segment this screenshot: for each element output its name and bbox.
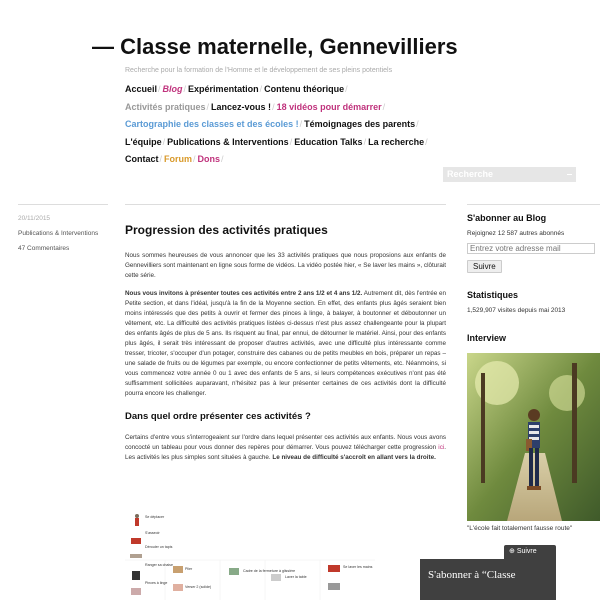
table-label: Dérouler un tapis [145, 545, 173, 549]
p3-bold: Le niveau de difficulté s'accroît en allant vers la droite. [272, 454, 436, 461]
post-date[interactable]: 20/11/2015 [18, 215, 51, 222]
p3-text-a: Certains d'entre vous s'interrogeaient sur l'ordre dans lequel présenter ces activités aux enfants. Nous vous avons concocté un tableau pour vous donner des repères pour démarrer. Vous pouvez télécharger cette progression [125, 434, 446, 451]
nav-separator: / [221, 154, 224, 164]
post-comments-link[interactable]: 47 Commentaires [18, 245, 70, 252]
title-dash: — [92, 34, 114, 59]
nav-separator: / [159, 154, 163, 164]
download-link[interactable]: ici [438, 444, 445, 451]
interview-caption[interactable]: "L'école fait totalement fausse route" [467, 525, 573, 532]
nav-separator: / [382, 101, 386, 112]
post-paragraph-3 [125, 433, 446, 463]
nav-item-publications-interventions[interactable]: Publications & Interventions [167, 136, 289, 147]
table-label: S'asseoir [145, 531, 160, 535]
post-divider [125, 204, 446, 205]
sidebar [467, 204, 600, 532]
table-label: Verser 2 (solide) [185, 585, 212, 589]
nav-separator: / [158, 84, 161, 94]
post-title[interactable]: Progression des activités pratiques [125, 223, 328, 237]
follow-box[interactable] [420, 559, 556, 600]
nav-item-activit-s-pratiques[interactable]: Activités pratiques [125, 101, 206, 112]
nav-separator: / [193, 154, 196, 164]
nav-separator: / [183, 84, 187, 94]
post-category[interactable]: Publications & Interventions [18, 230, 99, 237]
nav-row [125, 116, 465, 134]
post-subheading: Dans quel ordre présenter ces activités ? [125, 411, 311, 422]
follow-widget[interactable] [420, 545, 556, 600]
plus-icon: ⊕ [509, 548, 517, 555]
email-field[interactable] [467, 243, 595, 254]
nav-item-cartographie-des-classes-et-des-coles[interactable]: Cartographie des classes et des écoles ! [125, 119, 299, 129]
post-paragraph-1: Nous sommes heureuses de vous annoncer que les 33 activités pratiques que nous proposions aux enfants de Gennevilliers sont maintenant en ligne sous forme de vidéos. La vidéo postée hier, « Se laver les mains », clôturait cette série. [125, 252, 446, 279]
site-title-text[interactable]: Classe maternelle, Gennevilliers [120, 34, 458, 59]
nav-row [125, 81, 465, 99]
post [125, 204, 446, 471]
nav-item-education-talks[interactable]: Education Talks [294, 136, 363, 147]
nav-row [125, 99, 465, 117]
nav-item-dons[interactable]: Dons [197, 154, 221, 164]
nav-item-lancez-vous[interactable]: Lancez-vous ! [211, 101, 272, 112]
stats-title: Statistiques [467, 290, 519, 300]
nav-item-t-moignages-des-parents[interactable]: Témoignages des parents [304, 119, 416, 129]
site-title[interactable] [92, 34, 458, 60]
follow-box-text: S'abonner à “Classe [428, 569, 516, 581]
subscribe-title: S'abonner au Blog [467, 213, 547, 223]
nav-separator: / [289, 136, 293, 147]
search-label: Recherche [447, 169, 494, 179]
post-meta [18, 204, 108, 260]
p2-bold: Nous vous invitons à présenter toutes ces activités entre 2 ans 1/2 et 4 ans 1/2. [125, 290, 363, 297]
post-paragraph-2 [125, 289, 446, 399]
nav-item-blog[interactable]: Blog [162, 84, 183, 94]
nav-item-la-recherche[interactable]: La recherche [368, 136, 425, 147]
stats-text: 1,529,907 visites depuis mai 2013 [467, 307, 566, 314]
nav-item-accueil[interactable]: Accueil [125, 84, 158, 94]
table-label: Laver la table [285, 575, 307, 579]
table-label: Ranger sa chaise [145, 563, 173, 567]
nav-separator: / [425, 136, 428, 147]
nav-item-contenu-th-orique[interactable]: Contenu théorique [264, 84, 345, 94]
p3-text-b: . Les activités les plus simples sont situées à gauche. [125, 444, 446, 461]
main-nav [125, 81, 465, 169]
meta-divider [18, 204, 108, 205]
nav-item-forum[interactable]: Forum [164, 154, 193, 164]
nav-row [125, 151, 465, 169]
nav-item-l-quipe[interactable]: L'équipe [125, 136, 162, 147]
table-label: Plier [185, 567, 193, 571]
subscribe-text: Rejoignez 12 587 autres abonnés [467, 230, 565, 237]
search-dash-icon [567, 174, 572, 175]
nav-item-18-vid-os-pour-d-marrer[interactable]: 18 vidéos pour démarrer [276, 101, 382, 112]
search-input[interactable] [443, 167, 576, 182]
nav-separator: / [162, 136, 166, 147]
nav-separator: / [259, 84, 263, 94]
table-label: Se laver les mains [343, 565, 373, 569]
follow-button[interactable]: Suivre [467, 260, 502, 273]
site-description: Recherche pour la formation de l'Homme et le développement de ses pleins potentiels [125, 67, 393, 74]
nav-separator: / [299, 119, 303, 129]
sidebar-divider [467, 204, 600, 205]
interview-title: Interview [467, 333, 507, 343]
table-label: Pinces à linge [145, 581, 168, 585]
follow-pill-button[interactable] [504, 545, 556, 559]
nav-separator: / [272, 101, 275, 112]
nav-separator: / [416, 119, 419, 129]
progression-table-image[interactable] [125, 508, 375, 600]
nav-item-contact[interactable]: Contact [125, 154, 159, 164]
p2-rest: Autrement dit, dès l'entrée en Petite section, et dans l'idéal, jusqu'à la fin de la Moyenne section. En effet, des enfants plus âgés seraient bien moins intéressés que des petits à ouvrir et fermer des pinces à linge, à balayer, à boutonner et déboutonner un vêtement, etc. La difficulté des activités pratiques listées ci-dessus n'est plus assez challengeante pour la plupart des enfants âgés de plus de 5 ans. Ils risquent au final, par ennui, de détourner le matériel. Ainsi, pour des enfants plus âgés, il serait très intéressant de proposer d'autres activités, avec une difficulté plus intéressante comme tresser, tricoter, s'occuper d'un potager, construire des cabanes ou de petits meubles en bois, préparer un repas – une salade de fruits ou de légumes par exemple, ou encore confectionner de petits vêtements, etc. Néanmoins, si vous commencez votre année 0 ou 1 avec des enfants de 5 ans, si leurs compétences exécutives n'ont pas été suffisamment sollicitées auparavant, n'hésitez pas à leur présenter certaines de ces activités dont la difficulté pourra encore les challenger. [125, 290, 446, 397]
nav-separator: / [363, 136, 367, 147]
nav-separator: / [206, 101, 210, 112]
nav-separator: / [345, 84, 348, 94]
table-label: Cadre de la fermeture à glissière [243, 569, 296, 573]
interview-photo[interactable] [467, 353, 600, 521]
follow-pill-label: Suivre [516, 548, 537, 555]
table-label: Se déplacer [145, 515, 165, 519]
nav-row [125, 134, 465, 152]
nav-item-exp-rimentation[interactable]: Expérimentation [188, 84, 259, 94]
